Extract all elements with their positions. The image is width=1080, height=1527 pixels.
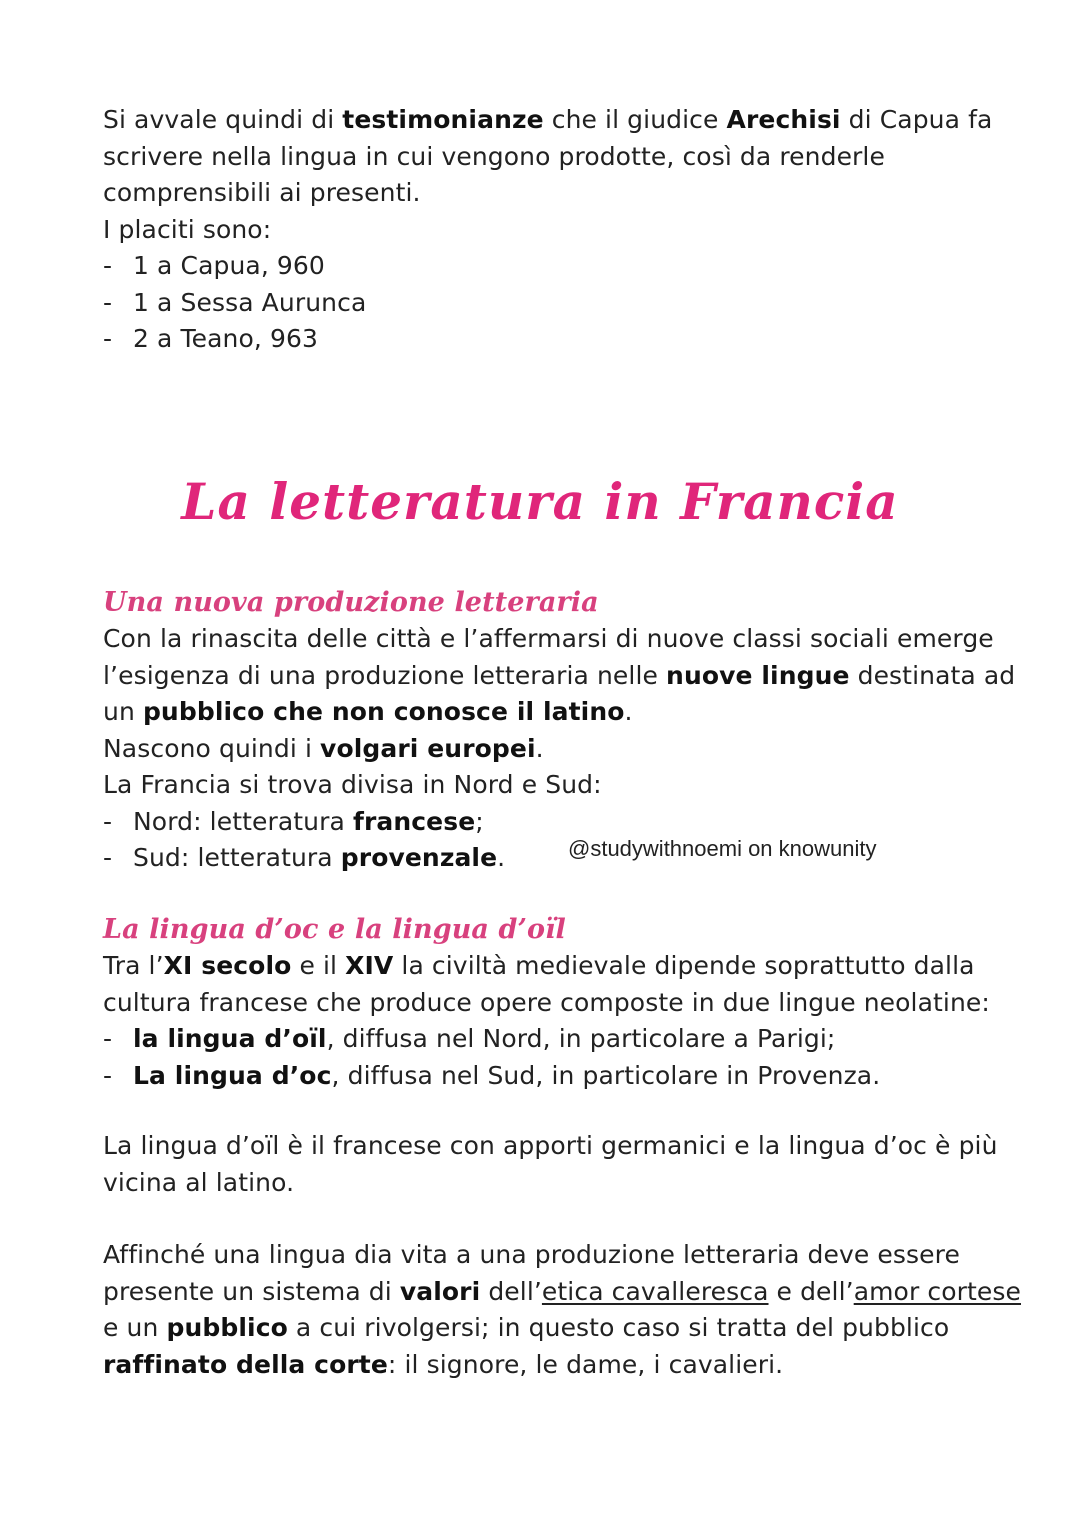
paragraph-line: e un pubblico a cui rivolgersi; in questo caso si tratta del pubblico: [103, 1313, 950, 1342]
list-item: - Nord: letteratura francese;: [103, 806, 484, 836]
paragraph-line: Nascono quindi i volgari europei.: [103, 733, 544, 763]
paragraph-lingue: [103, 1128, 998, 1201]
list-item: - Sud: letteratura provenzale.: [103, 843, 506, 872]
list-item: - La lingua d’oc, diffusa nel Sud, in particolare in Provenza.: [103, 1060, 881, 1090]
list-item: - 1 a Capua, 960: [103, 251, 325, 280]
paragraph-line: Con la rinascita delle città e l’affermarsi di nuove classi sociali emerge: [103, 624, 994, 653]
intro-line-2: scrivere nella lingua in cui vengono prodotte, così da renderle: [103, 141, 885, 171]
list-item: - 2 a Teano, 963: [103, 324, 318, 353]
paragraph-line: Affinché una lingua dia vita a una produzione letteraria deve essere: [103, 1240, 960, 1269]
paragraph-line: cultura francese che produce opere composte in due lingue neolatine:: [103, 987, 990, 1017]
section-heading: La lingua d’oc e la lingua d’oïl: [103, 914, 566, 945]
intro-paragraph: [103, 102, 993, 358]
intro-line-4: I placiti sono:: [103, 214, 272, 244]
paragraph-line: vicina al latino.: [103, 1167, 295, 1197]
paragraph-line: un pubblico che non conosce il latino.: [103, 697, 633, 726]
section-nuova-produzione: [103, 585, 1016, 877]
paragraph-line: presente un sistema di valori dell’etica cavalleresca e dell’amor cortese: [103, 1276, 1021, 1306]
paragraph-line: Tra l’XI secolo e il XIV la civiltà medievale dipende soprattutto dalla: [103, 951, 975, 980]
list-item: - la lingua d’oïl, diffusa nel Nord, in particolare a Parigi;: [103, 1024, 836, 1053]
paragraph-line: l’esigenza di una produzione letteraria nelle nuove lingue destinata ad: [103, 660, 1016, 690]
intro-line-3: comprensibili ai presenti.: [103, 178, 421, 207]
section-heading: Una nuova produzione letteraria: [103, 587, 599, 618]
list-item: - 1 a Sessa Aurunca: [103, 287, 367, 317]
paragraph-line: La lingua d’oïl è il francese con apporti germanici e la lingua d’oc è più: [103, 1131, 998, 1160]
page-title: La letteratura in Francia: [181, 472, 899, 531]
intro-line-1: Si avvale quindi di testimonianze che il giudice Arechisi di Capua fa: [103, 105, 993, 134]
paragraph-valori: [103, 1237, 1021, 1383]
section-lingua-oc-oil: [103, 912, 990, 1094]
paragraph-line: La Francia si trova divisa in Nord e Sud:: [103, 770, 602, 799]
watermark: @studywithnoemi on knowunity: [568, 836, 877, 861]
paragraph-line: raffinato della corte: il signore, le dame, i cavalieri.: [103, 1349, 784, 1379]
